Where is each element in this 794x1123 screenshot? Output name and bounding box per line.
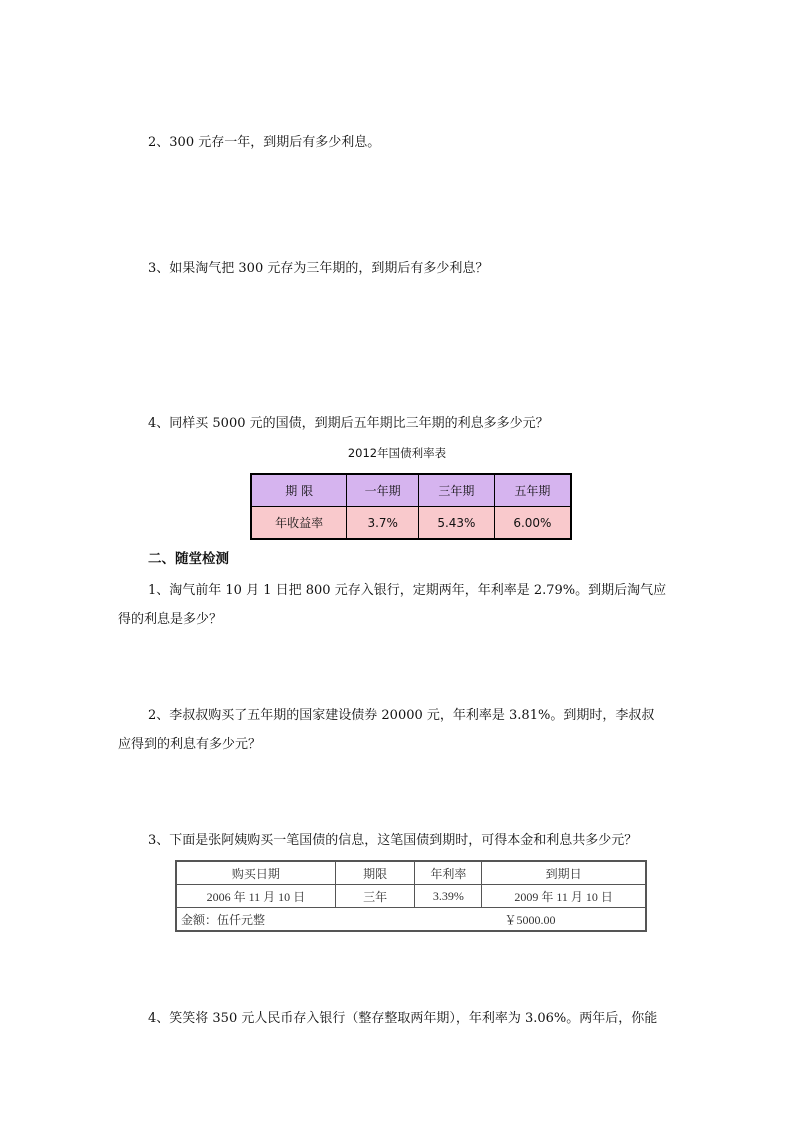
check-q2-line1: 2、李叔叔购买了五年期的国家建设债券 20000 元，年利率是 3.81%。到期时，李叔叔 <box>148 708 655 723</box>
rate-table-caption: 2012年国债利率表 <box>347 446 447 460</box>
rate-cell-label: 年收益率 <box>251 507 347 540</box>
bond-header-rate: 年利率 <box>415 861 482 885</box>
bond-header-term: 期限 <box>335 861 415 885</box>
bond-cell-maturity: 2009 年 11 月 10 日 <box>482 885 646 908</box>
rate-header-3yr: 三年期 <box>419 474 495 507</box>
check-q1-line1: 1、淘气前年 10 月 1 日把 800 元存入银行，定期两年，年利率是 2.79%。到期后淘气应 <box>148 583 667 598</box>
check-q2-line2: 应得到的利息有多少元？ <box>118 737 262 752</box>
check-q4-line1: 4、笑笑将 350 元人民币存入银行（整存整取两年期），年利率为 3.06%。两年后，你能 <box>148 1011 658 1026</box>
rate-cell-1yr: 3.7% <box>347 507 419 540</box>
bond-header-row <box>176 861 646 885</box>
bond-amount-label: 金额：伍仟元整 <box>176 908 415 932</box>
rate-table <box>250 473 572 540</box>
question-3: 3、如果淘气把 300 元存为三年期的，到期后有多少利息？ <box>148 261 489 276</box>
rate-header-term: 期 限 <box>251 474 347 507</box>
bond-amount-value: ￥5000.00 <box>415 908 646 932</box>
bond-header-maturity: 到期日 <box>482 861 646 885</box>
bond-amount-row <box>176 908 646 932</box>
bond-cell-date: 2006 年 11 月 10 日 <box>176 885 335 908</box>
question-2: 2、300 元存一年，到期后有多少利息。 <box>148 135 381 150</box>
bond-header-date: 购买日期 <box>176 861 335 885</box>
question-4: 4、同样买 5000 元的国债，到期后五年期比三年期的利息多多少元？ <box>148 416 549 431</box>
rate-cell-5yr: 6.00% <box>494 507 571 540</box>
check-q3-line1: 3、下面是张阿姨购买一笔国债的信息，这笔国债到期时，可得本金和利息共多少元？ <box>148 833 638 848</box>
bond-cell-rate: 3.39% <box>415 885 482 908</box>
check-q1-line2: 得的利息是多少？ <box>118 612 223 627</box>
rate-cell-3yr: 5.43% <box>419 507 495 540</box>
section-title: 二、随堂检测 <box>148 551 229 567</box>
rate-table-header-row <box>251 474 571 507</box>
rate-table-row <box>251 507 571 540</box>
rate-header-5yr: 五年期 <box>494 474 571 507</box>
rate-header-1yr: 一年期 <box>347 474 419 507</box>
bond-cell-term: 三年 <box>335 885 415 908</box>
bond-info-table <box>175 860 647 932</box>
bond-data-row <box>176 885 646 908</box>
